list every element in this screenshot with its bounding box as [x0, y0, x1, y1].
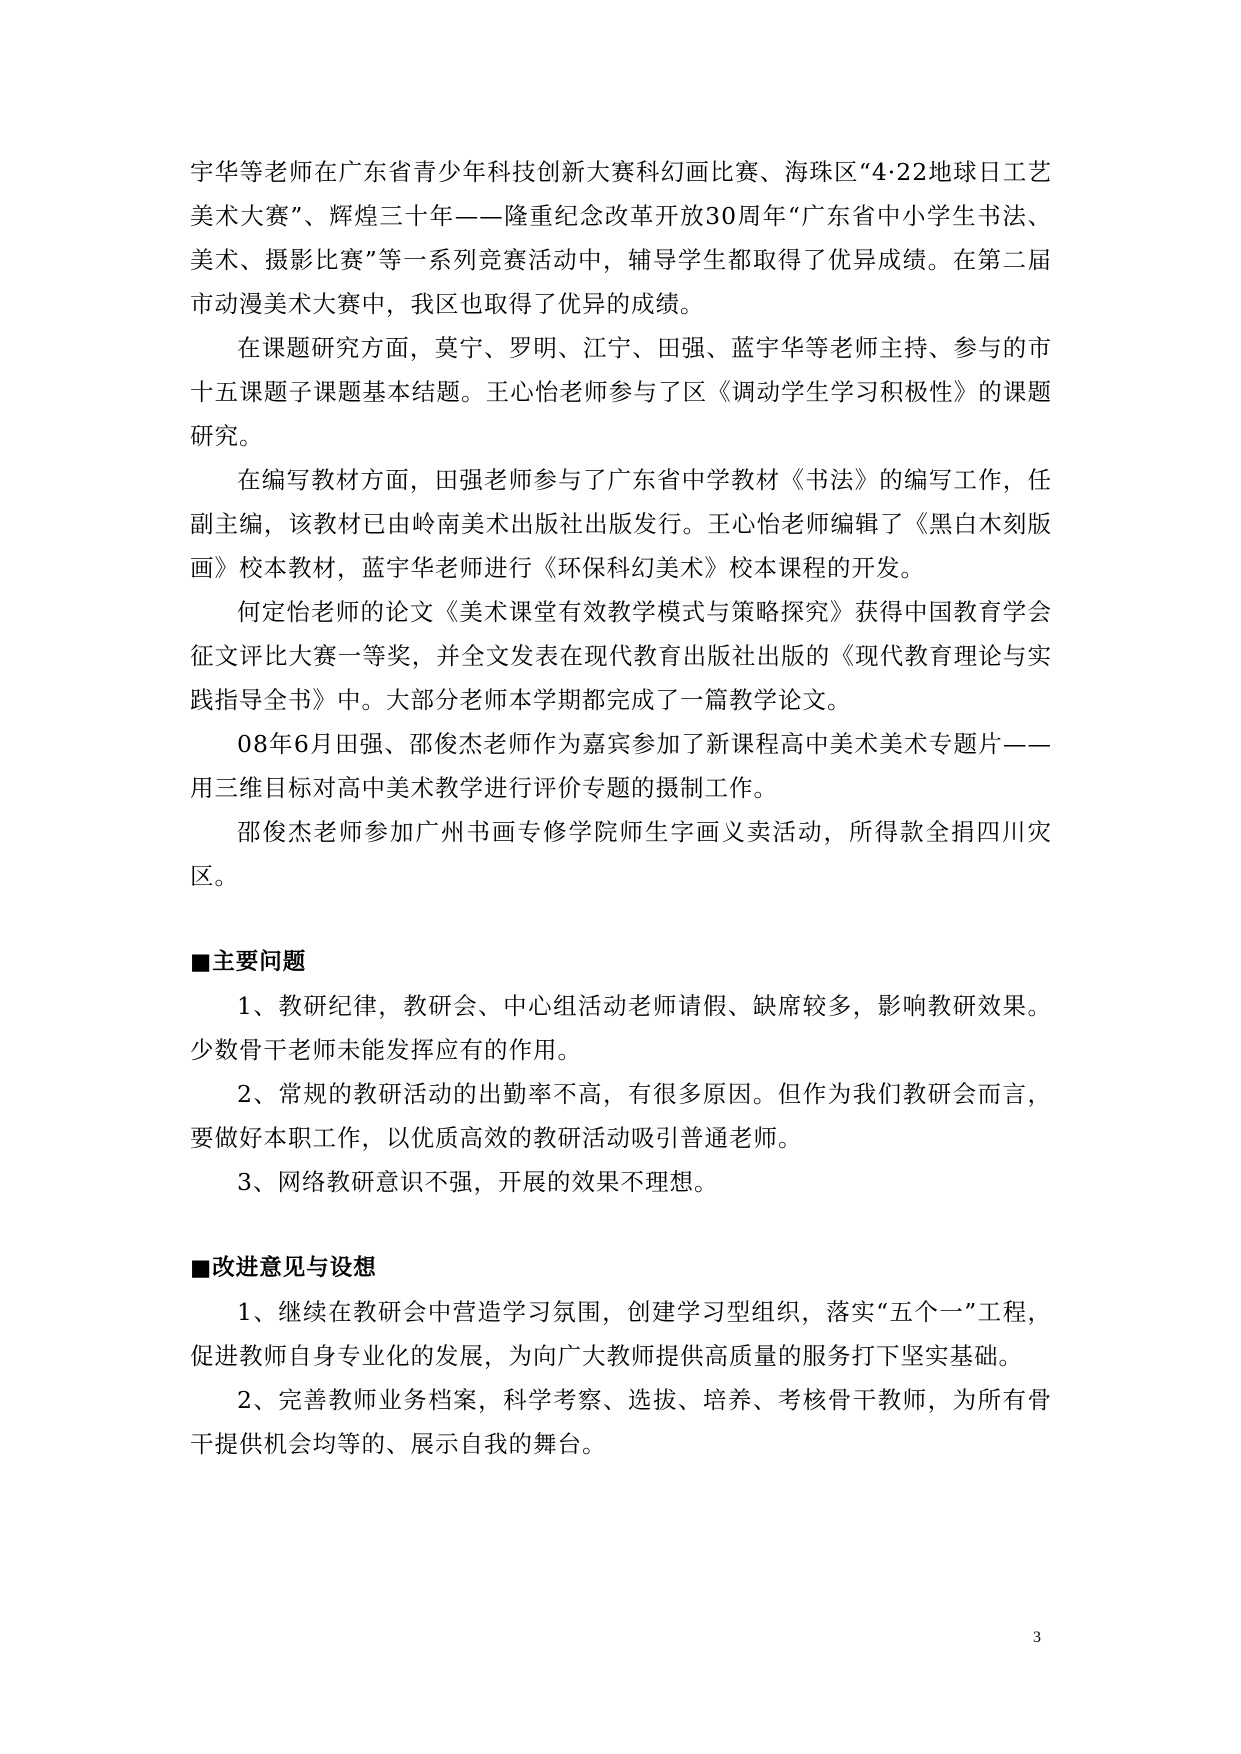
- section-heading-problems: [190, 940, 1052, 984]
- improvement-item: 1、继续在教研会中营造学习氛围，创建学习型组织，落实“五个一”工程，促进教师自身专业化的发展，为向广大教师提供高质量的服务打下坚实基础。: [190, 1298, 1052, 1370]
- paragraph-papers: 何定怡老师的论文《美术课堂有效教学模式与策略探究》获得中国教育学会征文评比大赛一等奖，并全文发表在现代教育出版社出版的《现代教育理论与实践指导全书》中。大部分老师本学期都完成了一篇教学论文。: [190, 598, 1052, 714]
- spacer: [190, 1204, 1052, 1216]
- page-number: 3: [1033, 1629, 1041, 1646]
- problem-item: 3、网络教研意识不强，开展的效果不理想。: [237, 1168, 719, 1196]
- document-body: [190, 150, 1052, 1466]
- paragraph-textbooks: 在编写教材方面，田强老师参与了广东省中学教材《书法》的编写工作，任副主编，该教材已由岭南美术出版社出版发行。王心怡老师编辑了《黑白木刻版画》校本教材，蓝宇华老师进行《环保科幻美术》校本课程的开发。: [190, 466, 1052, 582]
- square-bullet-icon: ■: [190, 949, 213, 975]
- square-bullet-icon: ■: [190, 1255, 213, 1281]
- paragraph-charity: 邵俊杰老师参加广州书画专修学院师生字画义卖活动，所得款全捐四川灾区。: [190, 818, 1052, 890]
- paragraph-filming: 08年6月田强、邵俊杰老师作为嘉宾参加了新课程高中美术美术专题片——用三维目标对高中美术教学进行评价专题的摄制工作。: [190, 730, 1052, 802]
- paragraph-competitions: 宇华等老师在广东省青少年科技创新大赛科幻画比赛、海珠区“4·22地球日工艺美术大赛”、辉煌三十年——隆重纪念改革开放30周年“广东省中小学生书法、美术、摄影比赛”等一系列竞赛活动中，辅导学生都取得了优异成绩。在第二届市动漫美术大赛中，我区也取得了优异的成绩。: [190, 158, 1052, 318]
- problem-item: 2、常规的教研活动的出勤率不高，有很多原因。但作为我们教研会而言，要做好本职工作，以优质高效的教研活动吸引普通老师。: [190, 1080, 1052, 1152]
- section-title-problems: 主要问题: [212, 949, 307, 975]
- paragraph-research: 在课题研究方面，莫宁、罗明、江宁、田强、蓝宇华等老师主持、参与的市十五课题子课题基本结题。王心怡老师参与了区《调动学生学习积极性》的课题研究。: [190, 334, 1052, 450]
- problem-item: 1、教研纪律，教研会、中心组活动老师请假、缺席较多，影响教研效果。少数骨干老师未能发挥应有的作用。: [190, 992, 1052, 1064]
- improvement-item: 2、完善教师业务档案，科学考察、选拔、培养、考核骨干教师，为所有骨干提供机会均等的、展示自我的舞台。: [190, 1386, 1052, 1458]
- section-heading-improvements: [190, 1246, 1052, 1290]
- section-title-improvements: 改进意见与设想: [212, 1255, 377, 1281]
- spacer: [190, 898, 1052, 910]
